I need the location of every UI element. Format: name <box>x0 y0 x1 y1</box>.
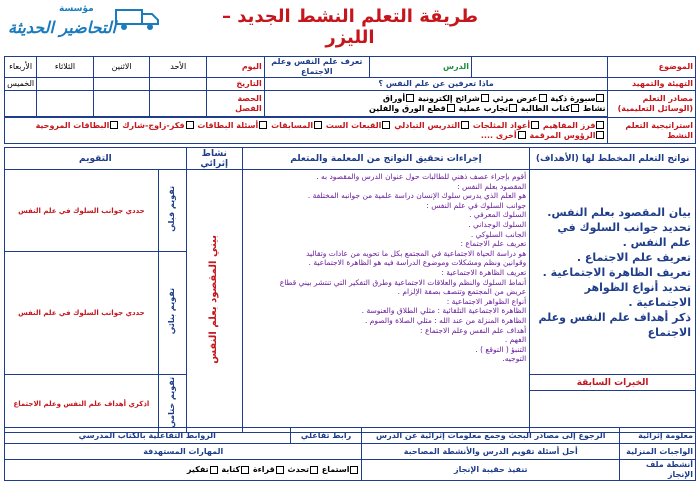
eval-text-1: حددي جوانب السلوك في علم النفس <box>5 170 159 252</box>
procedure-line: عريض من المجتمع وتتصف بصفة الإلزام . <box>397 287 527 297</box>
procedure-line: التوجيه. <box>502 354 527 364</box>
eval-text-2: حددي جوانب السلوك في علم النفس <box>5 252 159 375</box>
procedure-line: هو دراسة الحياة الاجتماعية في المجتمع بكل ما تحويه من عادات وتقاليد <box>306 248 527 258</box>
footer-table <box>4 427 696 481</box>
eval-type-2: تقويم بنائي <box>158 252 186 375</box>
procedure-line: التنبؤ ( التوقع ) . <box>475 344 527 354</box>
procedure-line: هو العلم الذي يدرس سلوك الإنسان دراسة علمية من جوانبه المختلفة . <box>307 191 527 201</box>
period-label: الحصة الفصل <box>207 91 265 117</box>
day-label: اليوم <box>207 57 265 78</box>
homework-label: الواجبات المنزلية <box>620 444 696 460</box>
info-value: الرجوع إلى مصادر البحث وجمع معلومات إثرائية عن الدرس <box>362 428 620 444</box>
link-label: رابط تفاعلي <box>290 428 362 444</box>
subject-value <box>472 57 608 78</box>
date-label: التاريخ <box>207 78 265 91</box>
portfolio-label: أنشطة ملف الإنجاز <box>620 460 696 481</box>
date-cell-1 <box>150 78 207 91</box>
truck-icon <box>114 6 160 32</box>
lesson-value: تعرف علم النفس وعلم الاجتماع <box>264 57 369 78</box>
procedure-line: أنماط السلوك والنظم والعلاقات الاجتماعية وطرق التفكير التي تنتشر بيني قطاع <box>279 277 527 287</box>
prior-knowledge-label: الخبرات السابقة <box>530 375 696 391</box>
homework-value: أحل أسئلة تقويم الدرس والأنشطة المصاحبة <box>362 444 620 460</box>
eval-type-3: تقويم ختامي <box>158 375 186 433</box>
day-3: الثلاثاء <box>37 57 94 78</box>
procedure-line: جوانب السلوك في علم النفس : <box>426 200 527 210</box>
logo-top-text: مؤسسة <box>59 4 94 14</box>
enrichment-cell <box>186 170 242 433</box>
eval-type-1: تقويم قبلي <box>158 170 186 252</box>
strategies-cell: فرز المفاهيم أعواد المثلجات التدريس التبادلي القبعات الست المسابقات أسئلة البطاقات فكر-زاوج-شارك البطاقات المروحية الرؤوس المرقمة أخرى .... <box>5 118 608 144</box>
enrichment-text: بيني المقصود بعلم النفس <box>208 235 220 364</box>
eval-text-3: اذكري أهداف علم النفس وعلم الاجتماع <box>5 375 159 433</box>
header-table <box>4 56 696 144</box>
day-2: الاثنين <box>93 57 150 78</box>
skills-cell: استماع تحدث قراءة كتابة تفكير <box>5 460 362 481</box>
objective-3: تعريف علم الاجتماع . <box>576 250 691 264</box>
procedures-header: إجراءات تحقيق النواتج من المعلمة والمتعلم <box>242 148 530 170</box>
procedure-line: أقوم بإجراء عصف ذهني للطالبات حول عنوان الدرس والمقصود به . <box>316 172 527 181</box>
objective-2: تحديد جوانب السلوك في علم النفس . <box>557 220 691 249</box>
strategy-label: استراتيجية التعلم النشط <box>608 118 696 144</box>
day-4: الأربعاء <box>5 57 37 78</box>
procedures-cell <box>242 170 530 433</box>
procedure-line: أنواع الظواهر الاجتماعية : <box>446 296 527 306</box>
objective-5: تحديد أنواع الظواهر الاجتماعية . <box>584 280 691 309</box>
objective-6: ذكر أهداف علم النفس وعلم الاجتماع <box>538 310 691 339</box>
date-cell-3 <box>37 78 94 91</box>
procedure-line: الظاهرة المنزلة من عند الله : مثلي الصلاة والصوم . <box>365 315 527 325</box>
info-label: معلومة إثرائية <box>620 428 696 444</box>
date-cell-2 <box>93 78 150 91</box>
day-5: الخميس <box>5 78 37 91</box>
logo-name: التحاضير الحديثة <box>8 18 117 37</box>
portfolio-value: تنفيذ حقيبة الإنجاز <box>362 460 620 481</box>
intro-value: ماذا تعرفين عن علم النفس ؟ <box>264 78 608 91</box>
procedure-line: أهداف علم النفس وعلم الاجتماع : <box>420 325 527 335</box>
period-cell-2 <box>93 91 150 117</box>
period-cell-4 <box>5 91 37 117</box>
page-title: طريقة التعلم النشط الجديد – الليزر <box>221 6 479 48</box>
procedure-line: تعريف علم الاجتماع : <box>460 239 527 249</box>
objectives-cell <box>530 170 696 375</box>
procedure-line: الظاهرة الاجتماعية التلقائية : مثلي الطلاق والعنوسة . <box>361 306 527 316</box>
objective-1: بيان المقصود بعلم النفس. <box>547 205 691 219</box>
resources-cell: سبورة ذكية عرض مرئي شرائح إلكترونية أوراق نشاط كتاب الطالبة تجارب عملية قطع الورق والفلين <box>264 91 608 117</box>
lesson-table <box>4 147 696 433</box>
resources-label: مصادر التعلم (الوسائل التعليمية) <box>608 91 696 118</box>
procedure-line: تعريف الظاهرة الاجتماعية : <box>441 267 527 277</box>
skills-label: المهارات المستهدفة <box>5 444 362 460</box>
procedure-line: الفهم . <box>504 335 527 345</box>
procedure-line: وقوانين ونظم ومشكلات وموضوع الدراسة فيه هو الظاهرة الاجتماعية . <box>308 258 527 268</box>
objective-4: تعريف الظاهرة الاجتماعية . <box>542 265 691 279</box>
period-cell-3 <box>37 91 94 117</box>
procedure-line: السلوك المعرفي . <box>469 210 527 220</box>
link-value: الروابط التفاعلية بالكتاب المدرسي <box>5 428 291 444</box>
evaluation-header: التقويم <box>5 148 187 170</box>
procedure-line: السلوك الوجداني . <box>468 219 527 229</box>
outcomes-header: نواتج التعلم المخطط لها (الأهداف) <box>530 148 696 170</box>
subject-label: الموضوع <box>608 57 696 78</box>
enrichment-header: نشاط إثرائي <box>186 148 242 170</box>
intro-label: التهيئة والتمهيد <box>608 78 696 91</box>
procedure-line: المقصود بعلم النفس : <box>457 181 527 191</box>
day-1: الأحد <box>150 57 207 78</box>
procedure-line: الجانب السلوكي . <box>470 229 527 239</box>
period-cell-1 <box>150 91 207 117</box>
lesson-label: الدرس <box>369 57 471 78</box>
brand-logo <box>4 4 164 46</box>
